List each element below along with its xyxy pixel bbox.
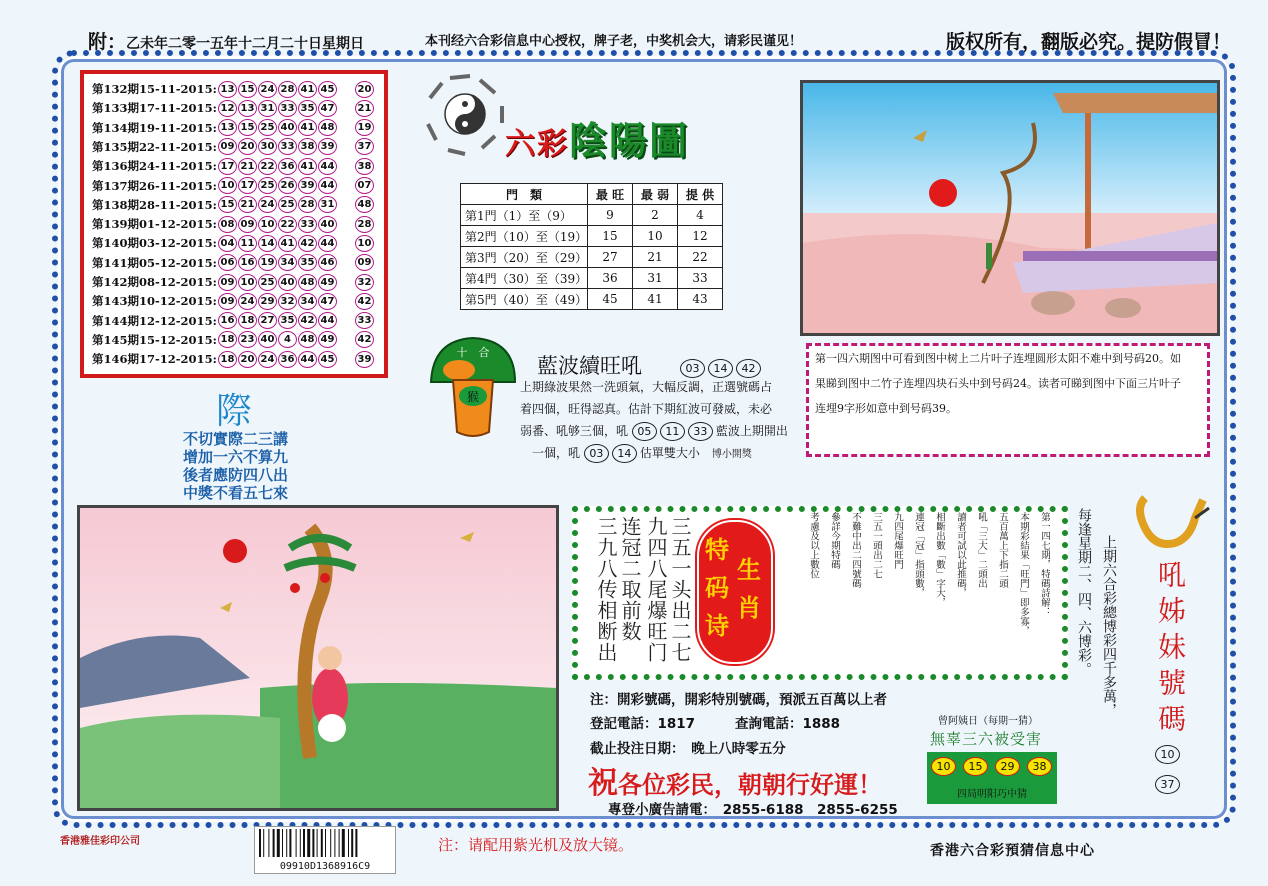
draw-number: 45 <box>318 351 337 368</box>
riddle-picture-top <box>800 80 1220 336</box>
barcode-bar <box>289 829 291 857</box>
barcode-bar <box>277 829 280 857</box>
header-prefix: 附： <box>88 31 127 53</box>
draw-number: 18 <box>218 351 237 368</box>
poem-explanation-column: 九四尾爆旺門 <box>892 512 903 569</box>
draw-period: 第143期10-12-2015: <box>92 294 217 309</box>
blue-wave-line-3b: 藍波上期開出 <box>715 424 788 438</box>
poem-explanation-column: 吼「三大」二頭出 <box>976 512 987 588</box>
poem-column: 九四八尾爆旺门 <box>644 516 668 663</box>
door-cell: 2 <box>633 205 678 226</box>
draw-number: 32 <box>278 293 297 310</box>
draw-number: 24 <box>258 196 277 213</box>
draw-number: 39 <box>318 138 337 155</box>
draw-period: 第134期19-11-2015: <box>92 120 217 135</box>
poem-explanation-column: 三五一頭出二七 <box>871 512 882 579</box>
green-ball-2: 15 <box>963 757 988 776</box>
inline-number: 33 <box>688 422 713 441</box>
deadline: 截止投注日期： 晚上八時零五分 <box>590 741 786 757</box>
draw-number: 10 <box>218 177 237 194</box>
door-cell: 第3門（20）至（29） <box>461 247 588 268</box>
draw-special-number: 38 <box>355 158 374 175</box>
blue-wave-number: 03 <box>680 359 705 378</box>
barcode-bar <box>259 829 261 857</box>
draw-number: 20 <box>238 138 257 155</box>
door-header-cell: 最 旺 <box>588 184 633 205</box>
printer-name: 香港雅佳彩印公司 <box>60 836 140 847</box>
ad-contact: 專登小廣告請電： 2855-6188 2855-6255 <box>608 802 898 818</box>
door-cell: 第4門（30）至（39） <box>461 268 588 289</box>
draw-number: 10 <box>238 274 257 291</box>
riddle-line-1: 第一四六期图中可看到图中树上二片叶子连埋圆形太阳不难中到号码20。如 <box>815 352 1181 365</box>
draw-special-number: 28 <box>355 216 374 233</box>
header-notice: 本刊经六合彩信息中心授权，牌子老，中奖机会大，请彩民谨见！ <box>425 34 803 49</box>
door-cell: 9 <box>588 205 633 226</box>
header-copyright: 版权所有，翻版必究。提防假冒！ <box>946 31 1232 53</box>
door-cell: 36 <box>588 268 633 289</box>
draw-special-number: 19 <box>355 119 374 136</box>
badge-char-5: 肖 <box>737 593 761 622</box>
door-cell: 27 <box>588 247 633 268</box>
draw-number: 41 <box>278 235 297 252</box>
draw-row <box>92 138 375 156</box>
barcode-bar <box>348 829 349 857</box>
registration-phone: 登記電話：1817 <box>590 716 696 732</box>
inline-number: 14 <box>612 444 637 463</box>
draw-special-number: 48 <box>355 196 374 213</box>
barcode-bar <box>286 829 287 857</box>
draw-period: 第140期03-12-2015: <box>92 236 217 251</box>
draw-number: 41 <box>298 119 317 136</box>
barcode-bar <box>351 829 353 857</box>
yinyang-title-text: 陰陽圖 <box>569 118 690 163</box>
sister-numbers-title: 吼姊妹號碼 <box>1154 560 1187 740</box>
draw-number: 18 <box>238 312 257 329</box>
green-ball-3: 29 <box>995 757 1020 776</box>
draw-number: 25 <box>258 274 277 291</box>
green-ball-1: 10 <box>931 757 956 776</box>
draw-number: 33 <box>278 100 297 117</box>
yinyang-title <box>505 110 689 165</box>
draw-number: 34 <box>278 254 297 271</box>
yinyang-bagua-icon <box>420 68 510 158</box>
green-ball-4: 38 <box>1027 757 1052 776</box>
poem-explanation-column: 讀者可試以此推碼， <box>955 512 966 598</box>
poem-explanation-column: 考慮及以上數位 <box>808 512 819 579</box>
blue-wave-sign: 博小開獎 <box>711 449 752 460</box>
notice-draw: 注：開彩號碼，開彩特別號碼，預派五百萬以上者 <box>590 692 887 708</box>
riddle-line-2: 果睇到图中二竹子连埋四块石头中到号码24。读者可睇到图中下面三片叶子 <box>815 377 1181 390</box>
barcode-bar <box>334 829 335 857</box>
blue-wave-numbers <box>680 357 764 378</box>
draw-number: 44 <box>318 235 337 252</box>
draw-number: 15 <box>238 81 257 98</box>
draw-number: 12 <box>218 100 237 117</box>
ji-line-2: 增加一六不算九 <box>183 448 289 466</box>
draw-special-number: 10 <box>355 235 374 252</box>
draw-special-number: 09 <box>355 254 374 271</box>
inline-numbers-a <box>632 424 716 438</box>
draw-number: 16 <box>238 254 257 271</box>
draw-number: 31 <box>258 100 277 117</box>
barcode-bar <box>303 829 305 857</box>
draw-row <box>92 119 375 137</box>
barcode-bar <box>355 829 357 857</box>
draw-period: 第145期15-12-2015: <box>92 332 217 347</box>
poem-column: 三五一头出二七 <box>668 516 692 663</box>
draw-special-number: 33 <box>355 312 374 329</box>
betting-days: 每逢星期二、四、六博彩。 <box>1076 508 1092 676</box>
draw-number: 17 <box>218 158 237 175</box>
riddle-picture-bottom <box>77 505 559 811</box>
blue-wave-number: 42 <box>736 359 761 378</box>
draw-number: 04 <box>218 235 237 252</box>
draw-number: 47 <box>318 293 337 310</box>
barcode <box>254 826 396 874</box>
draw-number: 40 <box>258 331 277 348</box>
door-row <box>461 289 723 310</box>
poem-explanation-column: 本期彩結果「旺門」即多寡， <box>1018 512 1029 636</box>
draw-number: 21 <box>238 158 257 175</box>
door-cell: 第2門（10）至（19） <box>461 226 588 247</box>
door-cell: 第1門（1）至（9） <box>461 205 588 226</box>
sister-number-2: 37 <box>1155 775 1180 794</box>
draw-number: 33 <box>278 138 297 155</box>
draw-number: 40 <box>278 274 297 291</box>
mushroom-icon <box>423 332 523 442</box>
draw-number: 36 <box>278 351 297 368</box>
draw-number: 38 <box>298 138 317 155</box>
badge-char-3: 诗 <box>705 611 729 640</box>
draw-row <box>92 80 375 98</box>
draw-number: 24 <box>238 293 257 310</box>
door-row <box>461 268 723 289</box>
draw-special-number: 20 <box>355 81 374 98</box>
draw-number: 13 <box>238 100 257 117</box>
draw-number: 26 <box>278 177 297 194</box>
draw-row <box>92 177 375 195</box>
draw-special-number: 42 <box>355 331 374 348</box>
door-header-cell: 門 類 <box>461 184 588 205</box>
mushroom-top-label: 十 合 <box>456 346 490 359</box>
blue-wave-line-4 <box>520 442 792 466</box>
saxophone-icon <box>1125 488 1215 558</box>
draw-period: 第133期17-11-2015: <box>92 101 217 116</box>
draw-number: 27 <box>258 312 277 329</box>
blue-wave-body <box>520 376 792 466</box>
draw-number: 09 <box>218 274 237 291</box>
door-cell: 31 <box>633 268 678 289</box>
draw-period: 第139期01-12-2015: <box>92 217 217 232</box>
draw-row <box>92 292 375 310</box>
draw-period: 第141期05-12-2015: <box>92 255 217 270</box>
draw-period: 第137期26-11-2015: <box>92 178 217 193</box>
draw-number: 31 <box>318 196 337 213</box>
blue-wave-line-4b: 估單雙大小 <box>639 446 700 460</box>
draw-number: 35 <box>298 100 317 117</box>
draw-number: 28 <box>298 196 317 213</box>
draw-number: 06 <box>218 254 237 271</box>
draw-row <box>92 157 375 175</box>
draw-number: 23 <box>238 331 257 348</box>
inline-number: 11 <box>660 422 685 441</box>
door-cell: 41 <box>633 289 678 310</box>
draw-results-table <box>80 70 388 378</box>
draw-row <box>92 350 375 368</box>
blue-wave-title: 藍波續旺吼 <box>537 354 642 378</box>
uv-note: 注：请配用紫光机及放大镜。 <box>438 836 634 854</box>
draw-number: 35 <box>278 312 297 329</box>
door-cell: 12 <box>678 226 723 247</box>
draw-special-number: 37 <box>355 138 374 155</box>
yinyang-prefix: 六彩 <box>505 127 569 162</box>
draw-number: 47 <box>318 100 337 117</box>
draw-number: 44 <box>298 351 317 368</box>
draw-number: 13 <box>218 119 237 136</box>
draw-number: 46 <box>318 254 337 271</box>
draw-special-number: 32 <box>355 274 374 291</box>
header-date-text: 乙未年二零一五年十二月二十日星期日 <box>126 36 365 52</box>
draw-number: 09 <box>218 138 237 155</box>
ji-line-4: 中獎不看五七來 <box>183 484 289 502</box>
door-row <box>461 247 723 268</box>
green-box <box>927 752 1057 804</box>
ji-line-3: 後者應防四八出 <box>183 466 289 484</box>
draw-number: 45 <box>318 81 337 98</box>
badge-char-1: 特 <box>705 535 729 564</box>
blue-wave-line-3-text: 弱番、吼够三個，吼 <box>520 424 629 438</box>
barcode-bar <box>273 829 275 857</box>
inline-number: 05 <box>632 422 657 441</box>
draw-number: 24 <box>258 351 277 368</box>
draw-number: 25 <box>278 196 297 213</box>
riddle-line-3: 连埋9字形如意中到号码39。 <box>815 402 957 415</box>
draw-special-number: 21 <box>355 100 374 117</box>
poem-column: 连冠二取前数 <box>618 516 642 642</box>
draw-period: 第138期28-11-2015: <box>92 197 217 212</box>
barcode-bar <box>317 829 318 857</box>
draw-row <box>92 99 375 117</box>
draw-period: 第135期22-11-2015: <box>92 139 217 154</box>
draw-number: 25 <box>258 119 277 136</box>
barcode-icon <box>255 827 395 859</box>
door-header-cell: 最 弱 <box>633 184 678 205</box>
barcode-bar <box>268 829 269 857</box>
draw-special-number: 39 <box>355 351 374 368</box>
draw-number: 14 <box>258 235 277 252</box>
draw-number: 15 <box>238 119 257 136</box>
barcode-bar <box>312 829 314 857</box>
draw-period: 第142期08-12-2015: <box>92 275 217 289</box>
draw-number: 49 <box>318 331 337 348</box>
badge-char-4: 生 <box>737 555 761 584</box>
blue-wave-number: 14 <box>708 359 733 378</box>
center-name: 香港六合彩預猜信息中心 <box>930 843 1095 859</box>
draw-number: 24 <box>258 81 277 98</box>
door-header-cell: 提 供 <box>678 184 723 205</box>
blue-wave-line-3 <box>520 420 792 442</box>
barcode-bar <box>342 829 345 857</box>
draw-number: 44 <box>318 158 337 175</box>
poem-explanation-column: 參詳今期特碼 <box>829 512 840 569</box>
draw-period: 第144期12-12-2015: <box>92 313 217 328</box>
riddle-explanation <box>806 343 1210 457</box>
draw-special-number: 42 <box>355 293 374 310</box>
draw-number: 22 <box>258 158 277 175</box>
poem-badge <box>697 520 773 664</box>
draw-number: 29 <box>258 293 277 310</box>
door-row <box>461 226 723 247</box>
draw-number: 48 <box>318 119 337 136</box>
poem-column: 三九八传相断出 <box>594 516 618 663</box>
door-table <box>460 183 723 310</box>
barcode-bar <box>296 829 297 857</box>
draw-number: 44 <box>318 177 337 194</box>
barcode-bar <box>325 829 326 857</box>
draw-number: 33 <box>298 216 317 233</box>
draw-number: 39 <box>298 177 317 194</box>
draw-number: 28 <box>278 81 297 98</box>
wish-rest: 各位彩民，朝朝行好運！ <box>618 771 882 799</box>
barcode-bar <box>282 829 283 857</box>
draw-number: 4 <box>278 331 297 348</box>
draw-number: 21 <box>238 196 257 213</box>
draw-row <box>92 312 375 330</box>
blue-wave-line-1: 上期綠波果然一洗頭氣，大幅反調，正選號碼占 <box>520 380 773 394</box>
inline-number: 03 <box>584 444 609 463</box>
draw-number: 44 <box>318 312 337 329</box>
draw-number: 09 <box>218 293 237 310</box>
barcode-number: 09910D1368916C9 <box>279 861 371 872</box>
draw-number: 42 <box>298 312 317 329</box>
draw-number: 42 <box>298 235 317 252</box>
draw-number: 40 <box>278 119 297 136</box>
door-cell: 4 <box>678 205 723 226</box>
draw-number: 41 <box>298 81 317 98</box>
draw-number: 30 <box>258 138 277 155</box>
draw-number: 49 <box>318 274 337 291</box>
green-box-subtitle: 無辜三六被受害 <box>930 730 1043 748</box>
door-cell: 43 <box>678 289 723 310</box>
barcode-bar <box>300 829 301 857</box>
barcode-bar <box>330 829 331 857</box>
inline-numbers-b <box>584 446 640 460</box>
door-cell: 22 <box>678 247 723 268</box>
blue-wave-line-2: 着四個，旺得認真。估計下期紅波可發威，未必 <box>520 402 773 416</box>
green-box-label: 四局明阳巧中猜 <box>957 789 1027 800</box>
draw-number: 15 <box>218 196 237 213</box>
badge-char-2: 码 <box>705 573 729 602</box>
draw-period: 第146期17-12-2015: <box>92 352 217 367</box>
poem-explanation-column: 不難中出二四號碼 <box>850 512 861 588</box>
draw-period: 第136期24-11-2015: <box>92 159 217 174</box>
draw-number: 08 <box>218 216 237 233</box>
mushroom-label: 猴 <box>466 390 480 404</box>
door-cell: 45 <box>588 289 633 310</box>
draw-row <box>92 254 375 272</box>
draw-row <box>92 234 375 252</box>
draw-number: 25 <box>258 177 277 194</box>
draw-number: 48 <box>298 274 317 291</box>
draw-row <box>92 196 375 214</box>
draw-number: 34 <box>298 293 317 310</box>
door-cell: 10 <box>633 226 678 247</box>
draw-number: 10 <box>258 216 277 233</box>
ji-line-1: 不切實際二三講 <box>183 430 289 448</box>
door-cell: 33 <box>678 268 723 289</box>
draw-number: 11 <box>238 235 257 252</box>
draw-special-number: 07 <box>355 177 374 194</box>
barcode-bar <box>263 829 264 857</box>
draw-number: 40 <box>318 216 337 233</box>
draw-number: 16 <box>218 312 237 329</box>
wish-banner <box>588 758 882 802</box>
last-draw-total: 上期六合彩總博彩四千多萬， <box>1101 535 1117 717</box>
draw-number: 09 <box>238 216 257 233</box>
sister-number-1: 10 <box>1155 745 1180 764</box>
door-cell: 21 <box>633 247 678 268</box>
draw-number: 18 <box>218 331 237 348</box>
query-phone: 查詢電話：1888 <box>735 716 841 732</box>
door-cell: 第5門（40）至（49） <box>461 289 588 310</box>
draw-number: 41 <box>298 158 317 175</box>
draw-number: 17 <box>238 177 257 194</box>
poem-explanation-column: 相斷出數「數」字大， <box>934 512 945 607</box>
blue-wave-line-4-text: 一個，吼 <box>532 446 581 460</box>
wish-big: 祝 <box>588 766 618 801</box>
draw-number: 20 <box>238 351 257 368</box>
green-box-caption: 曾阿姨日（每期一猜） <box>938 716 1038 727</box>
draw-number: 22 <box>278 216 297 233</box>
draw-period: 第132期15-11-2015: <box>92 82 217 96</box>
draw-row <box>92 331 375 349</box>
poem-explanation <box>792 512 1050 662</box>
ji-poem <box>183 430 288 502</box>
draw-row <box>92 273 375 291</box>
poem-explanation-column: 連冠「冠」指頭數， <box>913 512 924 598</box>
door-cell: 15 <box>588 226 633 247</box>
barcode-bar <box>321 829 323 857</box>
barcode-bar <box>307 829 310 857</box>
draw-number: 13 <box>218 81 237 98</box>
barcode-bar <box>339 829 340 857</box>
door-row <box>461 205 723 226</box>
draw-number: 35 <box>298 254 317 271</box>
draw-row <box>92 215 375 233</box>
ji-title: 際 <box>216 391 253 432</box>
draw-number: 19 <box>258 254 277 271</box>
draw-number: 48 <box>298 331 317 348</box>
poem-explanation-column: 五百萬上下指二頭 <box>997 512 1008 588</box>
poem-explanation-column: 第一四七期，特碼詩解： <box>1039 512 1050 617</box>
draw-number: 36 <box>278 158 297 175</box>
